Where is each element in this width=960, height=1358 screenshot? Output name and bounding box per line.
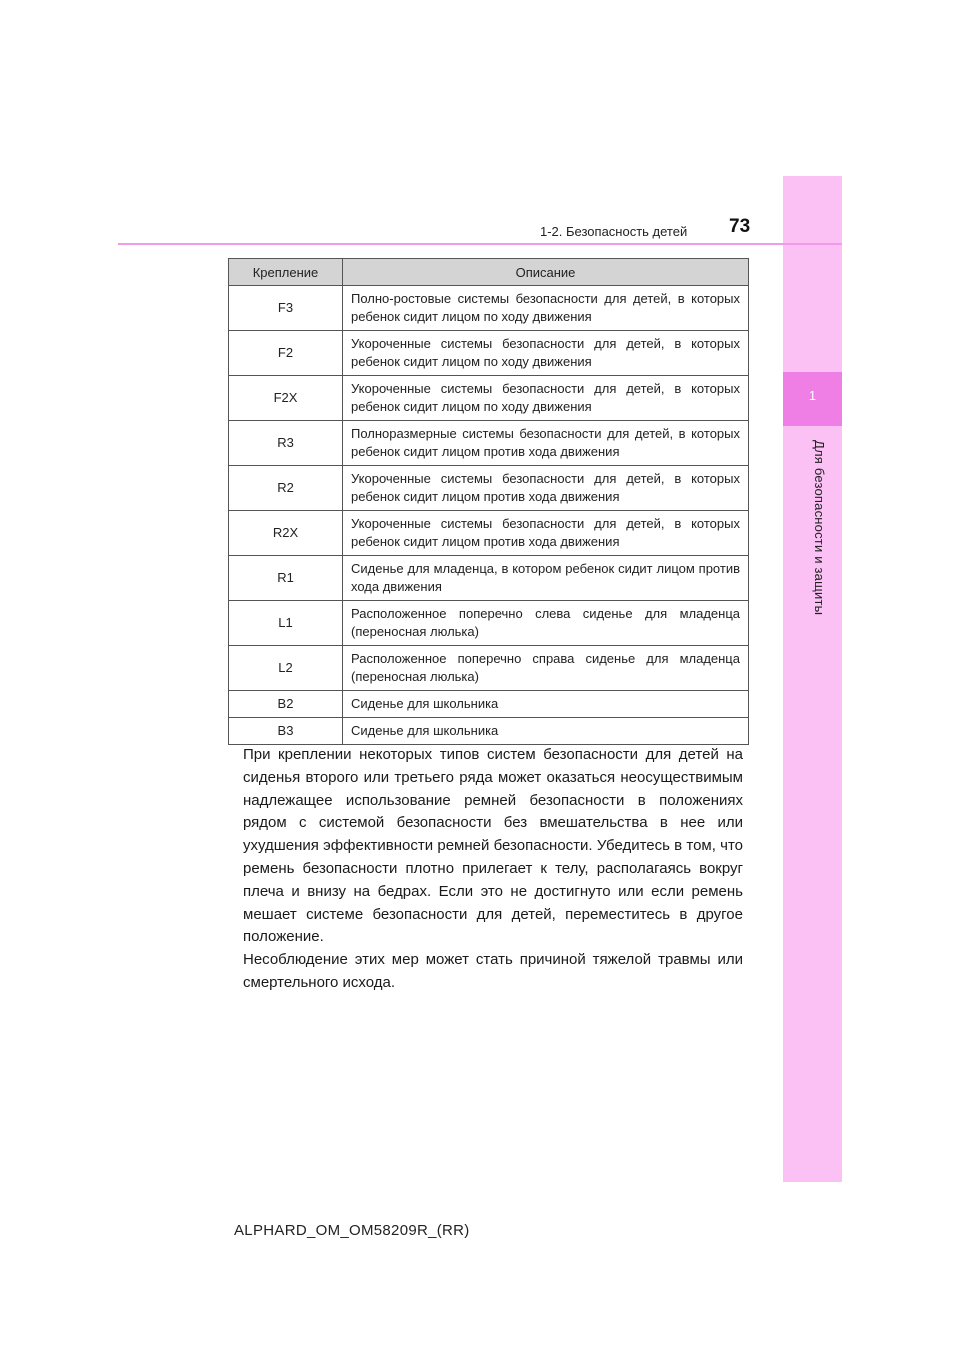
table-row (229, 421, 749, 466)
table-row (229, 286, 749, 331)
warning-body (243, 744, 743, 995)
table-row (229, 556, 749, 601)
mount-description: Укороченные системы безопасности для детей, в которых ребенок сидит лицом по ходу движения (343, 331, 749, 376)
table-row (229, 646, 749, 691)
table-row (229, 466, 749, 511)
mount-code: F3 (229, 286, 343, 331)
mount-code: F2 (229, 331, 343, 376)
mount-description: Укороченные системы безопасности для детей, в которых ребенок сидит лицом по ходу движения (343, 376, 749, 421)
mount-description: Сиденье для младенца, в котором ребенок сидит лицом против хода движения (343, 556, 749, 601)
chapter-side-tab (783, 176, 842, 1182)
mount-description: Укороченные системы безопасности для детей, в которых ребенок сидит лицом против хода движения (343, 466, 749, 511)
column-header-description: Описание (343, 259, 749, 286)
table-row (229, 511, 749, 556)
mount-description: Полноразмерные системы безопасности для детей, в которых ребенок сидит лицом против хода движения (343, 421, 749, 466)
page-number: 73 (729, 216, 751, 237)
table-row (229, 376, 749, 421)
mount-code: F2X (229, 376, 343, 421)
table-row (229, 718, 749, 745)
mount-code: R1 (229, 556, 343, 601)
mount-code: B2 (229, 691, 343, 718)
mount-code: L1 (229, 601, 343, 646)
warning-paragraph: При креплении некоторых типов систем безопасности для детей на сиденья второго или третьего ряда может оказаться неосуществимым надлежащее использование ремней безопасности в положениях рядом с системой безопасности без вмешательства в нее или ухудшения эффективности ремней безопасности. Убедитесь в том, что ремень безопасности плотно прилегает к телу, располагаясь вокруг плеча и внизу на бедрах. Если это не достигнуто или если ремень мешает системе безопасности для детей, переместитесь в другое положение. (243, 746, 743, 946)
warning-paragraph: Несоблюдение этих мер может стать причиной тяжелой травмы или смертельного исхода. (243, 951, 743, 991)
mount-code: B3 (229, 718, 343, 745)
mount-description: Полно-ростовые системы безопасности для детей, в которых ребенок сидит лицом по ходу движения (343, 286, 749, 331)
mount-code: L2 (229, 646, 343, 691)
chapter-number: 1 (808, 388, 817, 403)
mount-code: R2 (229, 466, 343, 511)
mount-description: Расположенное поперечно слева сиденье для младенца (переносная люлька) (343, 601, 749, 646)
table-row (229, 691, 749, 718)
column-header-mount: Крепление (229, 259, 343, 286)
mount-code: R2X (229, 511, 343, 556)
mount-description: Сиденье для школьника (343, 718, 749, 745)
mount-description: Укороченные системы безопасности для детей, в которых ребенок сидит лицом против хода движения (343, 511, 749, 556)
table-row (229, 331, 749, 376)
chapter-title: Для безопасности и защиты (812, 440, 827, 616)
header-divider (118, 243, 842, 245)
section-title: 1-2. Безопасность детей (540, 224, 688, 239)
mounting-table (228, 258, 749, 745)
mount-description: Сиденье для школьника (343, 691, 749, 718)
table-header-row (229, 259, 749, 286)
document-code: ALPHARD_OM_OM58209R_(RR) (234, 1222, 470, 1239)
mount-code: R3 (229, 421, 343, 466)
mount-description: Расположенное поперечно справа сиденье для младенца (переносная люлька) (343, 646, 749, 691)
table-row (229, 601, 749, 646)
